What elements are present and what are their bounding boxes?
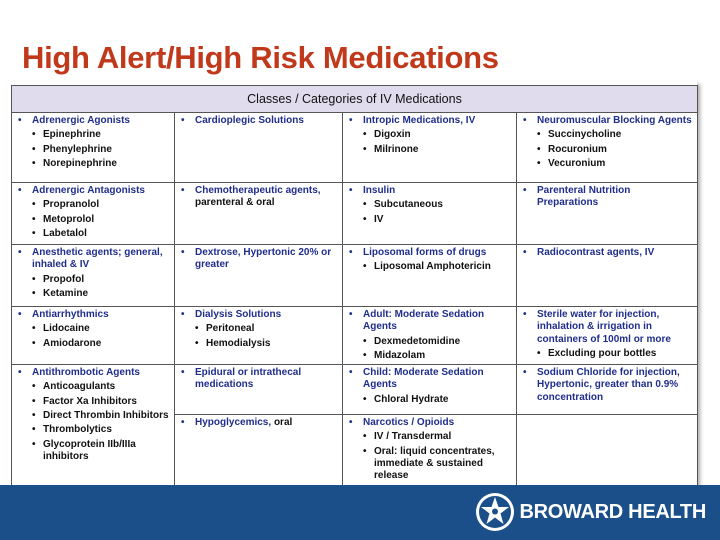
category-label: Epidural or intrathecal medications — [195, 367, 302, 391]
medication-name: Thrombolytics — [43, 424, 112, 436]
list-item — [363, 394, 512, 406]
category-label: Child: Moderate Sedation Agents — [363, 367, 484, 391]
category — [523, 115, 693, 127]
bullet-icon: • — [32, 273, 36, 285]
bullet-icon: • — [349, 417, 353, 429]
bullet-icon: • — [32, 323, 36, 335]
medication-name: Succinycholine — [548, 129, 622, 141]
medication-name: Milrinone — [374, 143, 419, 155]
list-item — [32, 274, 170, 286]
category-suffix: parenteral & oral — [195, 197, 275, 209]
category — [349, 185, 512, 197]
category-label: Sodium Chloride for injection, Hypertonic, greater than 0.9% concentration — [537, 367, 680, 403]
category — [349, 115, 512, 127]
medication-name: Factor Xa Inhibitors — [43, 395, 137, 407]
bullet-icon: • — [32, 143, 36, 155]
bullet-icon: • — [18, 367, 22, 379]
list-item — [537, 158, 693, 170]
category — [181, 247, 338, 272]
category-label: Insulin — [363, 185, 396, 196]
category-label: Adrenergic Antagonists — [32, 185, 145, 196]
table-header: Classes / Categories of IV Medications — [12, 86, 698, 113]
medication-list — [349, 261, 512, 273]
list-item — [195, 323, 338, 335]
category — [181, 417, 338, 429]
medication-name: Labetalol — [43, 227, 87, 239]
category-label: Hypoglycemics, — [195, 417, 272, 429]
table-cell — [175, 113, 343, 183]
medication-name: Midazolam — [374, 349, 426, 361]
list-item — [32, 144, 170, 156]
table-cell — [343, 365, 517, 415]
category — [18, 309, 170, 321]
table-cell — [12, 113, 175, 183]
bullet-icon: • — [195, 323, 199, 335]
table-cell — [343, 245, 517, 307]
table-cell — [343, 113, 517, 183]
bullet-icon: • — [349, 367, 353, 379]
category-label: Narcotics / Opioids — [363, 417, 455, 429]
list-item — [537, 348, 693, 360]
bullet-icon: • — [18, 115, 22, 126]
table-cell — [517, 245, 698, 307]
category-label: Antiarrhythmics — [32, 309, 109, 320]
bullet-icon: • — [181, 115, 185, 126]
category — [349, 247, 512, 259]
category-label: Adrenergic Agonists — [32, 115, 130, 126]
table-cell — [517, 113, 698, 183]
category — [18, 367, 170, 379]
category — [181, 367, 338, 392]
category-label: Chemotherapeutic agents, — [195, 185, 321, 196]
list-item — [537, 144, 693, 156]
medication-name: Subcutaneous — [374, 199, 443, 211]
bullet-icon: • — [363, 335, 367, 347]
medication-name: Anticoagulants — [43, 381, 116, 393]
bullet-icon: • — [18, 247, 22, 258]
table-row — [12, 183, 698, 245]
category — [181, 309, 338, 321]
medication-list — [523, 129, 693, 170]
medication-list — [18, 129, 170, 170]
list-item — [32, 199, 170, 211]
list-item — [32, 129, 170, 141]
category — [18, 247, 170, 272]
medication-list — [18, 381, 170, 463]
star-logo-icon — [475, 492, 515, 532]
logo-text: BROWARD HEALTH — [519, 500, 706, 523]
bullet-icon: • — [363, 261, 367, 273]
bullet-icon: • — [523, 185, 527, 196]
category-text — [195, 185, 338, 210]
medications-table-container — [7, 81, 697, 485]
table-cell — [12, 365, 175, 485]
category — [523, 247, 693, 259]
list-item — [363, 336, 512, 348]
bullet-icon: • — [181, 185, 185, 196]
bullet-icon: • — [363, 129, 367, 141]
medication-name: Excluding pour bottles — [548, 347, 657, 359]
list-item — [363, 261, 512, 273]
bullet-icon: • — [18, 185, 22, 196]
broward-health-logo — [475, 491, 706, 533]
bullet-icon: • — [195, 337, 199, 349]
bullet-icon: • — [363, 143, 367, 155]
bullet-icon: • — [523, 309, 527, 320]
category-label: Anesthetic agents; general, inhaled & IV — [32, 247, 163, 271]
bullet-icon: • — [32, 381, 36, 393]
category-label: Sterile water for injection, inhalation & irrigation in containers of 100ml or more — [537, 309, 671, 345]
list-item — [363, 446, 512, 483]
medication-name: Liposomal Amphotericin — [374, 261, 491, 273]
category — [349, 367, 512, 392]
bullet-icon: • — [523, 247, 527, 258]
category — [181, 185, 338, 210]
category — [18, 185, 170, 197]
bullet-icon: • — [32, 395, 36, 407]
table-cell — [517, 365, 698, 415]
medication-list — [349, 431, 512, 482]
medication-list — [349, 199, 512, 226]
medication-list — [523, 348, 693, 360]
list-item — [32, 424, 170, 436]
list-item — [32, 381, 170, 393]
category — [349, 417, 512, 429]
medication-name: Hemodialysis — [206, 337, 271, 349]
medication-name: Amiodarone — [43, 337, 102, 349]
table-cell — [343, 183, 517, 245]
medication-name: Propranolol — [43, 199, 100, 211]
medication-name: Vecuronium — [548, 157, 606, 169]
medication-name: Dexmedetomidine — [374, 335, 461, 347]
bullet-icon: • — [32, 438, 36, 450]
table-cell — [175, 307, 343, 365]
category — [523, 309, 693, 346]
bullet-icon: • — [523, 367, 527, 379]
bullet-icon: • — [523, 115, 527, 126]
bullet-icon: • — [363, 349, 367, 361]
medication-list — [18, 274, 170, 301]
bullet-icon: • — [181, 247, 185, 258]
bullet-icon: • — [32, 129, 36, 141]
footer-band — [0, 485, 720, 540]
medication-list — [18, 199, 170, 240]
category-label: Dialysis Solutions — [195, 309, 282, 320]
medication-name: Direct Thrombin Inhibitors — [43, 410, 169, 422]
table-row — [12, 245, 698, 307]
bullet-icon: • — [349, 115, 353, 126]
medication-name: Oral: liquid concentrates, immediate & sustained release — [374, 445, 495, 482]
bullet-icon: • — [32, 424, 36, 436]
medication-list — [349, 336, 512, 363]
category-text — [195, 417, 292, 429]
category-label: Cardioplegic Solutions — [195, 115, 304, 126]
bullet-icon: • — [363, 199, 367, 211]
category-label: Antithrombotic Agents — [32, 367, 140, 379]
bullet-icon: • — [349, 185, 353, 196]
list-item — [32, 228, 170, 240]
bullet-icon: • — [181, 417, 185, 429]
medication-name: Peritoneal — [206, 323, 255, 335]
medication-name: IV — [374, 213, 384, 225]
category-label: Adult: Moderate Sedation Agents — [363, 309, 485, 333]
bullet-icon: • — [363, 393, 367, 405]
list-item — [363, 431, 512, 443]
bullet-icon: • — [537, 347, 541, 359]
table-cell — [517, 307, 698, 365]
list-item — [32, 288, 170, 300]
table-cell — [12, 245, 175, 307]
list-item — [195, 338, 338, 350]
medication-name: Norepinephrine — [43, 157, 117, 169]
list-item — [32, 323, 170, 335]
medication-name: Chloral Hydrate — [374, 393, 449, 405]
medication-name: Rocuronium — [548, 143, 607, 155]
table-cell — [517, 415, 698, 485]
bullet-icon: • — [32, 227, 36, 239]
category — [181, 115, 338, 127]
list-item — [363, 199, 512, 211]
medication-name: Epinephrine — [43, 129, 101, 141]
list-item — [32, 396, 170, 408]
bullet-icon: • — [537, 129, 541, 141]
bullet-icon: • — [32, 337, 36, 349]
bullet-icon: • — [537, 143, 541, 155]
table-cell — [175, 365, 343, 415]
bullet-icon: • — [537, 157, 541, 169]
bullet-icon: • — [349, 247, 353, 258]
category-label: Neuromuscular Blocking Agents — [537, 115, 692, 126]
table-cell — [517, 183, 698, 245]
list-item — [32, 439, 170, 464]
bullet-icon: • — [349, 309, 353, 320]
category — [349, 309, 512, 334]
bullet-icon: • — [363, 445, 367, 457]
bullet-icon: • — [32, 199, 36, 211]
medication-name: Propofol — [43, 273, 85, 285]
table-cell — [343, 307, 517, 365]
medications-table — [11, 85, 698, 486]
medication-list — [349, 394, 512, 406]
bullet-icon: • — [18, 309, 22, 320]
bullet-icon: • — [32, 287, 36, 299]
medication-name: Glycoprotein IIb/IIIa inhibitors — [43, 438, 136, 462]
bullet-icon: • — [363, 431, 367, 443]
medication-name: Lidocaine — [43, 323, 90, 335]
category-label: Liposomal forms of drugs — [363, 247, 487, 258]
list-item — [32, 214, 170, 226]
list-item — [32, 338, 170, 350]
table-row — [12, 307, 698, 365]
medication-name: Metoprolol — [43, 213, 95, 225]
category-label: Parenteral Nutrition Preparations — [537, 185, 631, 209]
page-title: High Alert/High Risk Medications — [22, 40, 499, 75]
medication-name: Ketamine — [43, 287, 89, 299]
table-cell — [175, 415, 343, 485]
category-label: Intropic Medications, IV — [363, 115, 476, 126]
medication-name: Phenylephrine — [43, 143, 112, 155]
category — [523, 185, 693, 210]
table-cell — [12, 307, 175, 365]
list-item — [32, 410, 170, 422]
medication-list — [181, 323, 338, 350]
table-cell — [175, 183, 343, 245]
medication-list — [18, 323, 170, 350]
category-label: Dextrose, Hypertonic 20% or greater — [195, 247, 332, 271]
table-cell — [343, 415, 517, 485]
medication-name: Digoxin — [374, 129, 411, 141]
bullet-icon: • — [32, 157, 36, 169]
list-item — [363, 350, 512, 362]
list-item — [32, 158, 170, 170]
bullet-icon: • — [32, 213, 36, 225]
list-item — [363, 144, 512, 156]
category-label: Radiocontrast agents, IV — [537, 247, 655, 258]
table-cell — [175, 245, 343, 307]
bullet-icon: • — [181, 367, 185, 379]
bullet-icon: • — [32, 410, 36, 422]
bullet-icon: • — [363, 213, 367, 225]
category-suffix: oral — [273, 417, 293, 429]
medication-list — [349, 129, 512, 156]
bullet-icon: • — [181, 309, 185, 320]
list-item — [363, 214, 512, 226]
list-item — [537, 129, 693, 141]
category — [18, 115, 170, 127]
table-row — [12, 113, 698, 183]
category — [523, 367, 693, 404]
medication-name: IV / Transdermal — [374, 431, 452, 443]
table-row — [12, 365, 698, 415]
table-cell — [12, 183, 175, 245]
list-item — [363, 129, 512, 141]
